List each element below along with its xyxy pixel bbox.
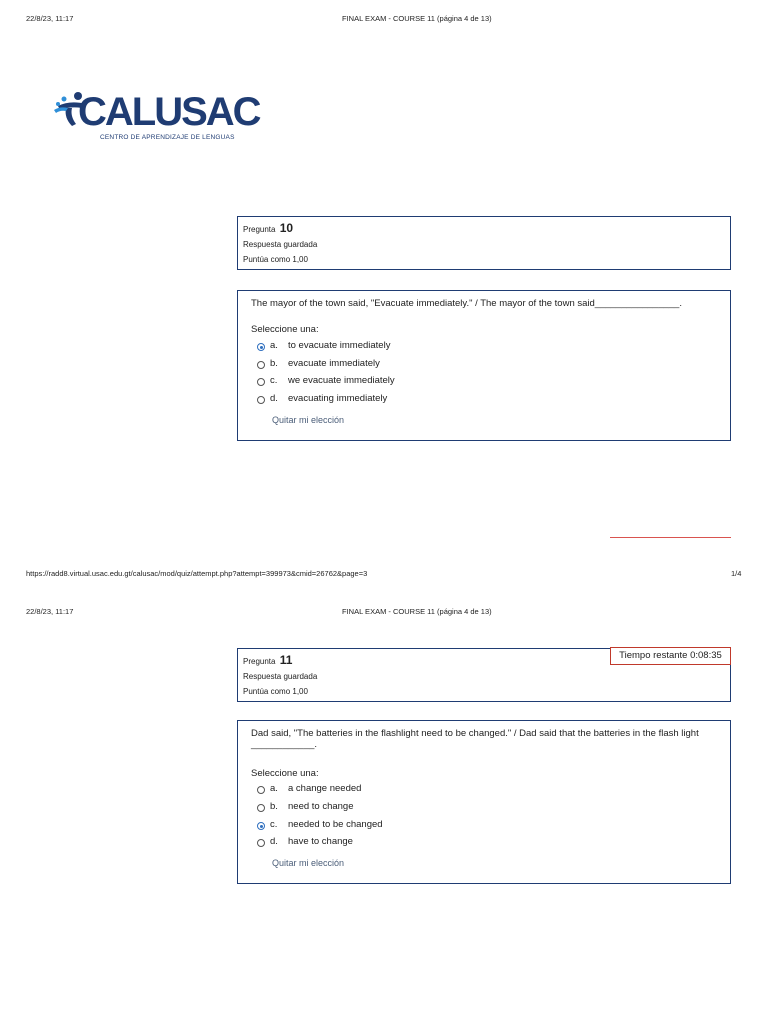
print-datetime-page2: 22/8/23, 11:17 <box>26 607 74 616</box>
time-remaining: Tiempo restante 0:08:35 <box>610 647 731 665</box>
option-text: a change needed <box>288 783 362 794</box>
calusac-logo <box>52 88 260 150</box>
option-text: needed to be changed <box>288 819 383 830</box>
question-text: Dad said, "The batteries in the flashlight need to be changed." / Dad said that the batteries in the flash light ____________. <box>251 728 699 750</box>
radio-icon[interactable] <box>257 786 265 794</box>
radio-selected-icon[interactable] <box>257 343 265 351</box>
select-one-label: Seleccione una: <box>251 324 319 335</box>
clear-choice-link[interactable]: Quitar mi elección <box>272 415 345 425</box>
radio-icon[interactable] <box>257 361 265 369</box>
question-text: The mayor of the town said, "Evacuate immediately." / The mayor of the town said________________. <box>251 298 682 309</box>
question-grade: Puntúa como 1,00 <box>243 255 308 264</box>
question-label: Pregunta 10 <box>243 221 294 235</box>
footer-page-number: 1/4 <box>731 569 742 578</box>
question-number: 10 <box>279 221 294 235</box>
option-text: evacuating immediately <box>288 393 388 404</box>
question-info-10 <box>237 216 731 270</box>
question-box-11: Dad said, "The batteries in the flashlight need to be changed." / Dad said that the batteries in the flash light ____________. Seleccione una: a. a change needed b. need to change c. needed to be changed d. have to change Quitar mi elección <box>237 720 731 884</box>
clear-choice-link[interactable]: Quitar mi elección <box>272 858 345 868</box>
option-text: evacuate immediately <box>288 358 380 369</box>
footer-url: https://radd8.virtual.usac.edu.gt/calusac/mod/quiz/attempt.php?attempt=399973&cmid=26762&page=3 <box>26 569 368 578</box>
radio-icon[interactable] <box>257 378 265 386</box>
option-text: we evacuate immediately <box>288 375 395 386</box>
radio-icon[interactable] <box>257 804 265 812</box>
logo-subtitle: CENTRO DE APRENDIZAJE DE LENGUAS <box>100 134 235 141</box>
question-status: Respuesta guardada <box>243 672 318 681</box>
select-one-label: Seleccione una: <box>251 768 319 779</box>
print-title: FINAL EXAM - COURSE 11 (página 4 de 13) <box>342 14 492 23</box>
radio-selected-icon[interactable] <box>257 822 265 830</box>
question-status: Respuesta guardada <box>243 240 318 249</box>
print-title-page2: FINAL EXAM - COURSE 11 (página 4 de 13) <box>342 607 492 616</box>
radio-icon[interactable] <box>257 396 265 404</box>
question-grade: Puntúa como 1,00 <box>243 687 308 696</box>
option-text: to evacuate immediately <box>288 340 391 351</box>
question-number: 11 <box>279 653 293 667</box>
logo-wordmark: CALUSAC <box>78 90 260 134</box>
option-text: need to change <box>288 801 354 812</box>
question-box-10: The mayor of the town said, "Evacuate immediately." / The mayor of the town said________________. Seleccione una: a. to evacuate immediately b. evacuate immediately c. we evacuate immediately d. evacuating immediately Quitar mi elección <box>237 290 731 441</box>
radio-icon[interactable] <box>257 839 265 847</box>
print-datetime: 22/8/23, 11:17 <box>26 14 74 23</box>
question-label: Pregunta 11 <box>243 653 293 667</box>
progress-line <box>610 537 731 538</box>
option-text: have to change <box>288 836 353 847</box>
